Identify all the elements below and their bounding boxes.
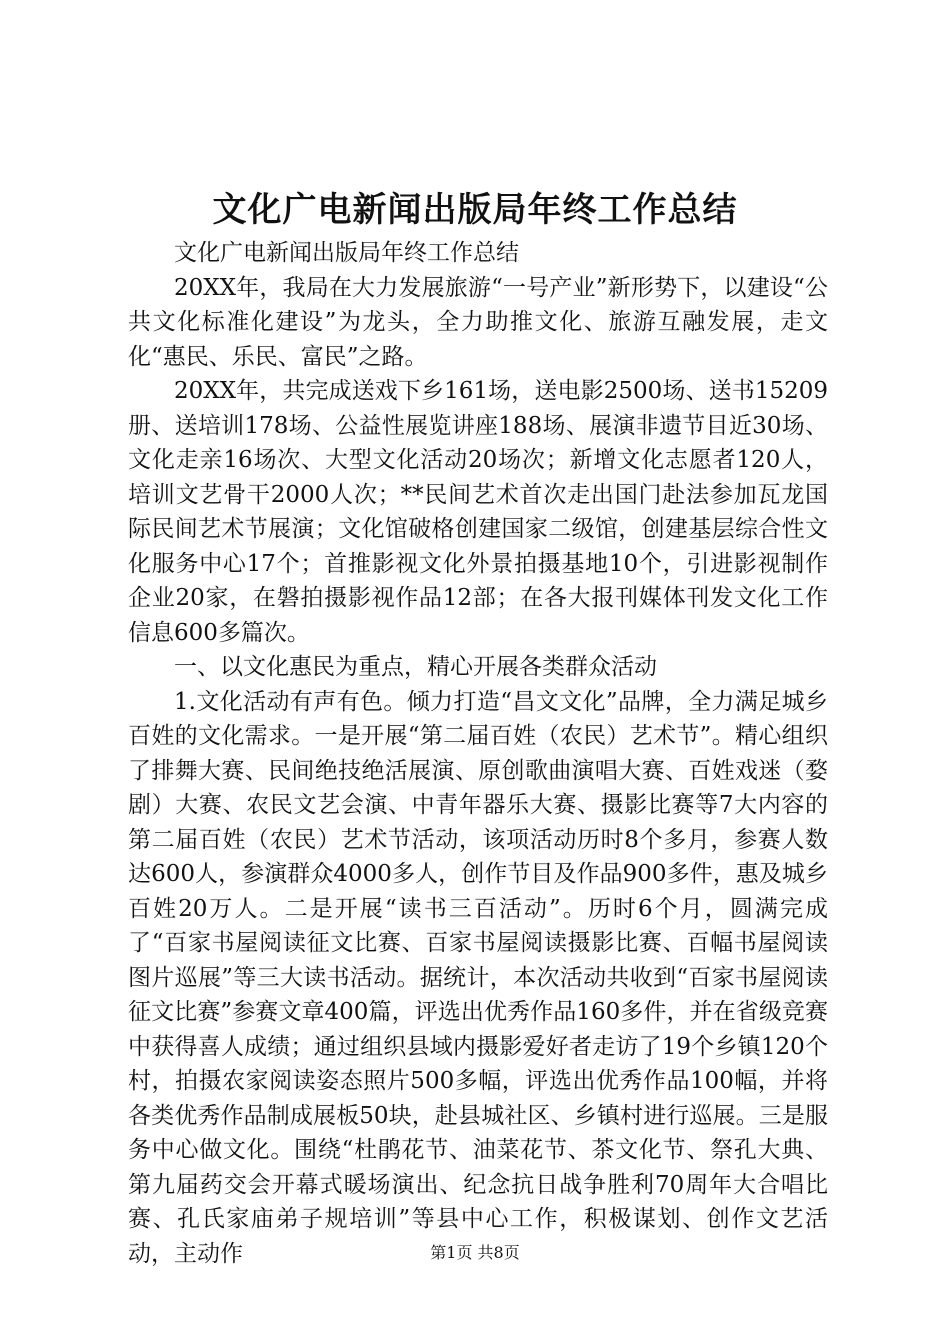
section-heading: 一、以文化惠民为重点，精心开展各类群众活动 [174, 654, 657, 680]
document-body [128, 236, 828, 1271]
page-number: 第1页 共8页 [430, 1243, 520, 1262]
document-title: 文化广电新闻出版局年终工作总结 [212, 190, 738, 230]
paragraph-intro: 20XX年，我局在大力发展旅游“一号产业”新形势下，以建设“公共文化标准化建设”为龙头，全力助推文化、旅游互融发展，走文化“惠民、乐民、富民”之路。 [128, 274, 828, 370]
paragraph-summary: 20XX年，共完成送戏下乡161场，送电影2500场、送书15209册、送培训178场、公益性展览讲座188场、展演非遗节目近30场、文化走亲16场次、大型文化活动20场次；新增文化志愿者120人，培训文艺骨干2000人次；**民间艺术首次走出国门赴法参加瓦龙国际民间艺术节展演；文化馆破格创建国家二级馆，创建基层综合性文化服务中心17个；首推影视文化外景拍摄基地10个，引进影视制作企业20家，在磐拍摄影视作品12部；在各大报刊媒体刊发文化工作信息600多篇次。 [128, 378, 828, 646]
paragraph-subtitle: 文化广电新闻出版局年终工作总结 [174, 240, 519, 266]
paragraph-activities: 1.文化活动有声有色。倾力打造“昌文文化”品牌，全力满足城乡百姓的文化需求。一是开展“第二届百姓（农民）艺术节”。精心组织了排舞大赛、民间绝技绝活展演、原创歌曲演唱大赛、百姓戏迷（婺剧）大赛、农民文艺会演、中青年器乐大赛、摄影比赛等7大内容的第二届百姓（农民）艺术节活动，该项活动历时8个多月，参赛人数达600人，参演群众4000多人，创作节目及作品900多件，惠及城乡百姓20万人。二是开展“读书三百活动”。历时6个月，圆满完成了“百家书屋阅读征文比赛、百家书屋阅读摄影比赛、百幅书屋阅读图片巡展”等三大读书活动。据统计，本次活动共收到“百家书屋阅读征文比赛”参赛文章400篇，评选出优秀作品160多件，并在省级竞赛中获得喜人成绩；通过组织县域内摄影爱好者走访了19个乡镇120个村，拍摄农家阅读姿态照片500多幅，评选出优秀作品100幅，并将各类优秀作品制成展板50块，赴县城社区、乡镇村进行巡展。三是服务中心做文化。围绕“杜鹃花节、油菜花节、茶文化节、祭孔大典、第九届药交会开幕式暖场演出、纪念抗日战争胜利70周年大合唱比赛、孔氏家庙弟子规培训”等县中心工作，积极谋划、创作文艺活动，主动作 [128, 688, 828, 1267]
